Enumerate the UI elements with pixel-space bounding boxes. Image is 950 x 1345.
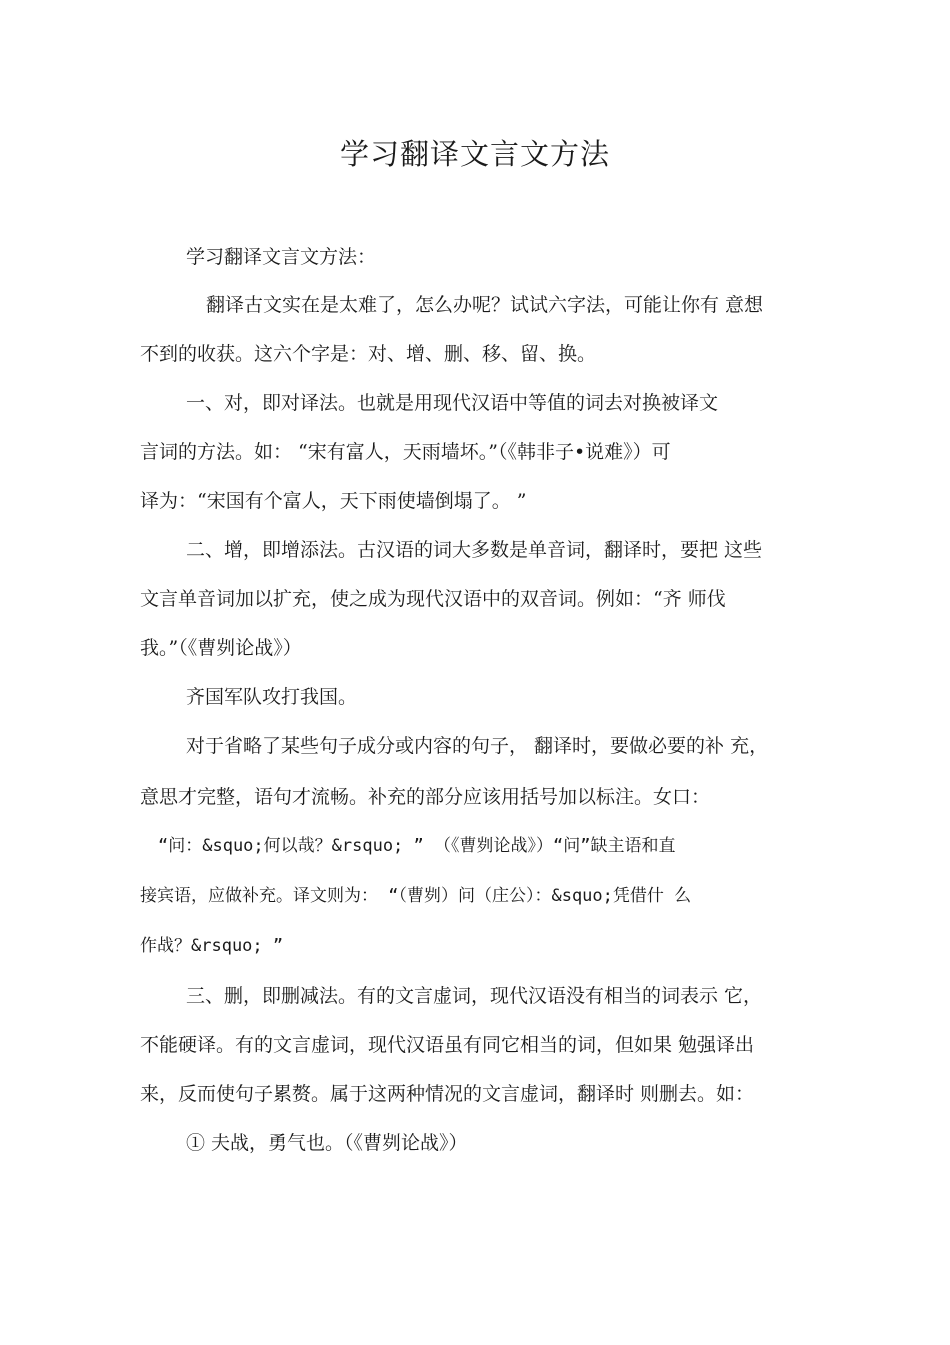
paragraph-line: 二、增，即增添法。古汉语的词大多数是单音词，翻译时，要把 这些 [186, 539, 763, 561]
paragraph-line: 意思才完整，语句才流畅。补充的部分应该用括号加以标注。女口： [140, 786, 711, 808]
paragraph-line: 译为：“宋国有个富人，天下雨使墙倒塌了。 ” [140, 490, 527, 512]
paragraph-line: “问：&squo;何以哉？&rsquo; ” （《曹刿论战》）“问”缺主语和直 [158, 836, 676, 856]
document-title: 学习翻译文言文方法 [339, 137, 610, 171]
paragraph-line: 来，反而使句子累赘。属于这两种情况的文言虚词，翻译时 则删去。如： [140, 1083, 755, 1105]
paragraph-line: 学习翻译文言文方法： [186, 246, 377, 268]
paragraph-line: ① 夫战，勇气也。（《曹刿论战》） [186, 1132, 468, 1154]
paragraph-line: 翻译古文实在是太难了，怎么办呢？试试六字法，可能让你有 意想 [206, 294, 764, 316]
paragraph-line: 不到的收获。这六个字是：对、增、删、移、留、换。 [140, 343, 597, 365]
paragraph-line: 接宾语，应做补充。译文则为： “（曹刿）问（庄公）：&squo;凭借什 么 [140, 886, 692, 906]
paragraph-line: 作战？&rsquo; ” [140, 936, 284, 956]
paragraph-line: 一、对，即对译法。也就是用现代汉语中等值的词去对换被译文 [186, 392, 719, 414]
paragraph-line: 三、删，即删减法。有的文言虚词，现代汉语没有相当的词表示 它， [186, 985, 763, 1007]
paragraph-line: 齐国军队攻打我国。 [186, 686, 358, 708]
paragraph-line: 言词的方法。如： “宋有富人，天雨墙坏。”（《韩非子•说难》）可 [140, 441, 671, 463]
paragraph-line: 文言单音词加以扩充，使之成为现代汉语中的双音词。例如：“齐 师伐 [140, 588, 726, 610]
paragraph-line: 不能硬译。有的文言虚词，现代汉语虽有同它相当的词，但如果 勉强译出 [140, 1034, 755, 1056]
paragraph-line: 对于省略了某些句子成分或内容的句子， 翻译时，要做必要的补 充， [186, 735, 769, 757]
paragraph-line: 我。”（《曹刿论战》） [140, 637, 302, 659]
